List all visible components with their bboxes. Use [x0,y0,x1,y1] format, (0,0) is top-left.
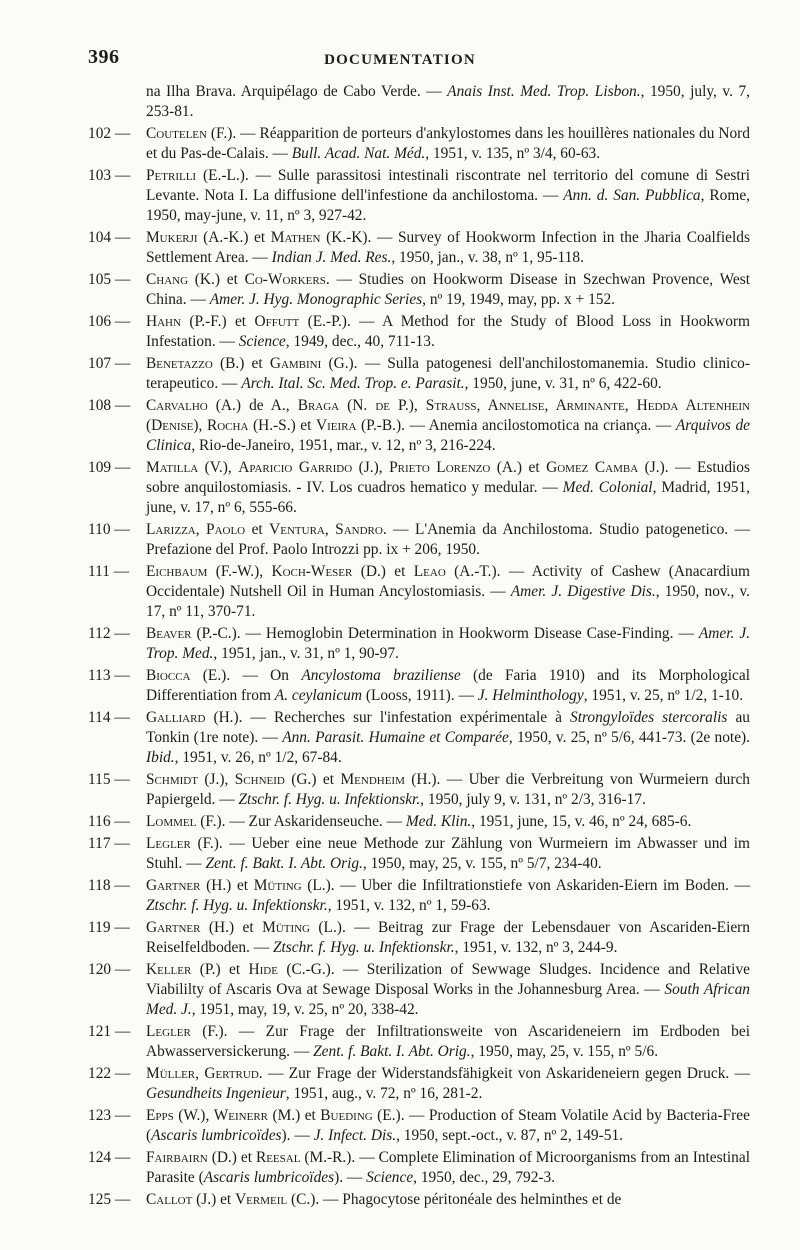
entry-number: 120 — [88,961,131,978]
page-header [0,46,800,76]
entry-text-segment: , Madrid, 1951, june, v. 17, nº 6, 555-66. [146,479,751,516]
entry-text-segment: . — Uber die Infiltrationstiefe von Askariden-Eiern im Boden. — [330,877,750,894]
bibliography-entry [88,812,750,832]
author-name: Matilla (V.) [146,459,228,476]
bibliography-entry [88,666,750,706]
bibliography-entry [88,834,750,874]
entry-number: 115 — [88,771,130,788]
author-name: Coutelen (F.) [146,125,233,142]
entry-number: 118 — [88,877,130,894]
bibliography-entry [88,124,750,164]
entry-text [146,124,750,164]
bibliography-entry [88,960,750,1020]
entry-text-segment: , 1951, may, 19, v. 25, nº 20, 338-42. [191,1001,419,1018]
entry-text-segment: . — Anemia ancilostomotica na criança. — [401,417,676,434]
author-name: Müting (L.) [262,919,342,936]
journal-title: Bull. Acad. Nat. Méd. [291,145,426,162]
entry-text-segment: . — Hemoglobin Determination in Hookworm Disease Case-Finding. — [236,625,699,642]
entry-text-segment: , 1951, jan., v. 31, nº 1, 90-97. [213,645,399,662]
entry-text-segment: . — Sulle parassitosi intestinali riscontrate nel territorio del comune di Sestri Levante. Nota I. La diffusione dell'infestione da anchilostoma. — [146,167,750,204]
entry-text [146,918,750,958]
entry-text [146,562,750,622]
entry-text-segment: . — L'Anemia da Anchilostoma. Studio patogenetico. — Prefazione del Prof. Paolo Introzzi pp. ix + 206, 1950. [146,521,750,558]
author-name: Schmidt (J.) [146,771,225,788]
journal-title: Amer. J. Trop. Med. [146,625,750,662]
entry-text-segment: et [300,1107,321,1124]
entry-text-segment: . — Activity of Cashew (Anacardium Occidentale) Nutshell Oil in Human Ancylostomiasis. — [146,563,750,600]
author-name: Keller (P.) [146,961,221,978]
entry-text-segment: , 1949, dec., 40, 711-13. [285,333,435,350]
bibliography-entry [88,770,750,810]
entry-text [146,270,750,310]
entry-text [146,396,750,456]
entry-text-segment: , 1950, july 9, v. 131, nº 2/3, 316-17. [420,791,646,808]
entry-text-segment: , [259,563,272,580]
journal-title: Arch. Ital. Sc. Med. Trop. e. Parasit. [241,375,465,392]
entry-number: 122 — [88,1065,131,1082]
journal-title: Ancylostoma braziliense [301,667,461,684]
entry-text-segment: , 1950, nov., v. 17, nº 11, 370-71. [146,583,751,620]
entry-text [146,834,750,874]
bibliography-entry [88,562,750,622]
entry-text-segment: . — Réapparition de porteurs d'ankylostomes dans les houillères nationales du Nord et du Pas-de-Calais. — [146,125,751,162]
bibliography-entry [88,708,750,768]
entry-number: 116 — [88,813,130,830]
entry-text [146,82,750,122]
entry-text [146,1106,750,1146]
entry-text [146,960,750,1020]
entry-number: 123 — [88,1107,131,1124]
entry-number: 113 — [88,667,130,684]
journal-title: Ztschr. f. Hyg. u. Infektionskr. [272,939,455,956]
bibliography-entry [88,1022,750,1062]
author-name: Offutt (E.-P.) [254,313,347,330]
author-name: Müting (L.) [253,877,331,894]
entry-text-segment: , 1950, jan., v. 38, nº 1, 95-118. [391,249,584,266]
entry-text-segment: . — Phagocytose péritonéale des helminthes et de [315,1191,622,1208]
author-name: Mendheim (H.) [340,771,437,788]
entry-text-segment: au Tonkin (1re note). — [146,709,751,746]
entry-text-segment: et [316,771,341,788]
journal-title: Science [238,333,286,350]
entry-text [146,520,750,560]
author-name: Mukerji (A.-K.) [146,229,249,246]
bibliography-entry [88,82,750,122]
journal-title: A. ceylanicum [274,687,362,704]
entry-text-segment: . — Zur Frage der Infiltrationsweite von Ascarideneiern im Erdboden bei Abwasserversickerung. — [146,1023,750,1060]
author-name: Epps (W.) [146,1107,206,1124]
entry-text [146,354,750,394]
journal-title: Ann. Parasit. Humaine et Comparée [282,729,509,746]
author-name: Co-Workers [244,271,326,288]
entry-text-segment: , Rio-de-Janeiro, 1951, mar., v. 12, nº 3, 216-224. [191,437,496,454]
journal-title: Gesundheits Ingenieur [146,1085,286,1102]
entry-text-segment: , 1951, v. 132, nº 3, 244-9. [454,939,618,956]
bibliography-entry [88,312,750,352]
entry-text-segment: . — Ueber eine neue Methode zur Zählung von Wurmeiern im Abwasser und im Stuhl. — [146,835,750,872]
bibliography-entry [88,1064,750,1104]
author-name: Carvalho (A.) [146,397,242,414]
entry-text [146,812,750,832]
entry-number: 111 — [88,563,130,580]
entry-text-segment: , 1951, aug., v. 72, nº 16, 281-2. [285,1085,483,1102]
journal-title: J. Infect. Dis. [313,1127,397,1144]
author-name: Biocca (E.) [146,667,227,684]
entry-text-segment: . — Estudios sobre anquilostomiasis. - IV. Los cuadros hematico y medular. — [146,459,750,496]
entry-text-segment: . — A Method for the Study of Blood Loss in Hookworm Infestation. — [146,313,750,350]
entry-number: 112 — [88,625,130,642]
entry-text-segment: ). — [281,1127,314,1144]
entry-text [146,708,750,768]
journal-title: Anais Inst. Med. Trop. Lisbon. [447,83,641,100]
entry-text [146,458,750,518]
journal-title: Ascaris lumbricoïdes [203,1169,335,1186]
entry-text-segment: . — On [226,667,302,684]
bibliography-entry [88,520,750,560]
author-name: Galliard (H.) [146,709,239,726]
entry-text-segment: . — Sulla patogenesi dell'anchilostomanemia. Studio clinico-terapeutico. — [146,355,750,392]
author-name: Lommel (F.) [146,813,222,830]
entry-text-segment: et [522,459,547,476]
journal-title: Med. Colonial [562,479,653,496]
entry-text-segment: , [227,459,239,476]
entry-number: 102 — [88,125,131,142]
journal-title: Strongyloïdes stercoralis [570,709,728,726]
bibliography-entry [88,1190,750,1210]
bibliography-entry [88,354,750,394]
entry-text-segment: na Ilha Brava. Arquipélago de Cabo Verde. — [146,83,448,100]
entry-text-segment: , [205,1107,214,1124]
entry-text-segment: . — Production of Steam Volatile Acid by Bacteria-Free ( [146,1107,750,1144]
author-name: Weinerr (M.) [213,1107,301,1124]
entry-text-segment: , 1950, july, v. 7, 253-81. [146,83,751,120]
author-name: Schneid (G.) [234,771,317,788]
entry-text [146,666,750,706]
entry-text-segment: et [244,355,270,372]
journal-title: Amer. J. Digestive Dis. [510,583,656,600]
entry-text-segment: , 1951, v. 26, nº 1/2, 67-84. [174,749,342,766]
entry-number: 107 — [88,355,131,372]
entry-text-segment: et [295,417,316,434]
author-name: Callot (J.) [146,1191,217,1208]
entry-text-segment: et [385,563,414,580]
entry-text-segment: , 1951, v. 25, nº 1/2, 1-10. [583,687,744,704]
author-name: Mathen (K.-K) [270,229,368,246]
entry-text-segment: et [236,1149,256,1166]
entry-text-segment: et [226,313,255,330]
entry-text-segment: (de Faria 1910) and its Morphological Differentiation from [146,667,750,704]
author-name: Beaver (P.-C.) [146,625,237,642]
author-name: Fairbairn (D.) [146,1149,237,1166]
author-name: Rocha (H.-S.) [206,417,296,434]
entry-text-segment: , 1951, june, 15, v. 46, nº 24, 685-6. [471,813,692,830]
journal-title: Zent. f. Bakt. I. Abt. Orig. [205,855,363,872]
author-name: Prieto Lorenzo (A.) [389,459,523,476]
journal-title: Ascaris lumbricoïdes [151,1127,282,1144]
bibliography-entry [88,1106,750,1146]
entry-text-segment: . — Uber die Verbreitung von Wurmeiern durch Papiergeld. — [146,771,750,808]
entry-text-segment: , 1951, v. 135, nº 3/4, 60-63. [425,145,601,162]
entry-text-segment: , 1950, may, 25, v. 155, nº 5/6. [470,1043,659,1060]
entry-text [146,1148,750,1188]
author-name: Strauss, Annelise, Arminante, Hedda Altenhein (Denise) [146,397,750,434]
entry-text-segment: et [220,961,249,978]
bibliography-entry [88,876,750,916]
entry-text [146,312,750,352]
entry-text [146,624,750,664]
entry-text-segment: , 1950, june, v. 31, nº 6, 422-60. [464,375,662,392]
author-name: Chang (K.) [146,271,220,288]
entry-text-segment: . — Studies on Hookworm Disease in Szechwan Provence, West China. — [146,271,750,308]
entry-number: 104 — [88,229,131,246]
author-name: Gomez Camba (J.) [546,459,665,476]
journal-title: Zent. f. Bakt. I. Abt. Orig. [313,1043,471,1060]
journal-title: J. Helminthology [477,687,584,704]
journal-title: Ann. d. San. Pubblica [563,187,701,204]
entry-text-segment: , [378,459,390,476]
bibliography-entry [88,166,750,226]
author-name: Vermeil (C.) [235,1191,316,1208]
bibliography-entry [88,918,750,958]
journal-title: Science [366,1169,414,1186]
entry-text [146,770,750,810]
entry-text-segment: et [231,877,254,894]
entry-text [146,1064,750,1104]
author-name: Legler (F.) [146,835,219,852]
running-head: DOCUMENTATION [324,52,476,68]
entry-text-segment: , 1950, may, 25, v. 155, nº 5/7, 234-40. [362,855,602,872]
entry-text-segment: . — Recherches sur l'infestation expérimentale à [238,709,571,726]
author-name: Aparicio Garrido (J.) [238,459,379,476]
entry-text [146,166,750,226]
entry-text-segment: , [198,417,207,434]
bibliography-entry [88,624,750,664]
bibliography-entry [88,270,750,310]
entry-text-segment: , [413,397,426,414]
author-name: Benetazzo (B.) [146,355,245,372]
entry-text-segment: , 1950, v. 25, nº 5/6, 441-73. (2e note). [508,729,750,746]
journal-title: Ztschr. f. Hyg. u. Infektionskr. [238,791,421,808]
entry-text [146,228,750,268]
author-name: Petrilli (E.-L.) [146,167,245,184]
entry-text-segment: , [224,771,235,788]
journal-title: Ztschr. f. Hyg. u. Infektionskr. [146,897,328,914]
bibliography-entry [88,458,750,518]
entry-text-segment: et [248,229,271,246]
entry-text-segment: . — Survey of Hookworm Infection in the Jharia Coalfields Settlement Area. — [146,229,750,266]
journal-title: South African Med. J. [146,981,750,1018]
entry-number: 109 — [88,459,131,476]
entry-text-segment: , 1950, dec., 29, 792-3. [413,1169,556,1186]
entry-text-segment: . — Zur Askaridenseuche. — [221,813,406,830]
entry-number: 103 — [88,167,131,184]
author-name: Gartner (H.) [146,877,232,894]
entry-text-segment: . — Complete Elimination of Microorganisms from an Intestinal Parasite ( [146,1149,750,1186]
entry-number: 125 — [88,1191,131,1208]
journal-title: Ibid. [146,749,175,766]
bibliography-list [88,82,750,1212]
entry-text-segment: et [245,521,270,538]
entry-text-segment: et [216,1191,236,1208]
entry-text-segment: . — Sterilization of Sewwage Sludges. Incidence and Relative Viabililty of Ascaris Ova at Sewage Disposal Works in the Johannesburg Area. — [146,961,750,998]
entry-number: 106 — [88,313,131,330]
entry-text-segment: , nº 19, 1949, may, pp. x + 152. [422,291,615,308]
entry-text-segment: ). — [334,1169,367,1186]
entry-text-segment: , Rome, 1950, may-june, v. 11, nº 3, 927-42. [146,187,751,224]
entry-text-segment: de A., [241,397,298,414]
entry-text [146,1022,750,1062]
author-name: Ventura, Sandro [269,521,383,538]
journal-title: Med. Klin. [405,813,472,830]
entry-number: 108 — [88,397,131,414]
author-name: Eichbaum (F.-W.) [146,563,260,580]
bibliography-entry [88,396,750,456]
author-name: Gartner (H.) [146,919,235,936]
author-name: Larizza, Paolo [146,521,246,538]
bibliography-entry [88,228,750,268]
entry-number: 117 — [88,835,130,852]
author-name: Bueding (E.) [320,1107,401,1124]
entry-number: 121 — [88,1023,131,1040]
author-name: Hahn (P.-F.) [146,313,227,330]
entry-text [146,876,750,916]
entry-number: 124 — [88,1149,131,1166]
entry-number: 105 — [88,271,131,288]
author-name: Reesal (M.-R.) [255,1149,352,1166]
author-name: Vieira (P.-B.) [315,417,402,434]
author-name: Müller, Gertrud [146,1065,259,1082]
author-name: Koch-Weser (D.) [271,563,386,580]
entry-number: 110 — [88,521,130,538]
entry-text-segment: . — Beitrag zur Frage der Lebensdauer von Ascariden-Eiern Reiselfeldboden. — [146,919,751,956]
author-name: Braga (N. de P.) [297,397,414,414]
page-number: 396 [88,46,120,68]
entry-text-segment: . — Zur Frage der Widerstandsfähigkeit von Askarideneiern gegen Druck. — [258,1065,750,1082]
entry-number: 114 — [88,709,130,726]
author-name: Gambini (G.) [269,355,354,372]
author-name: Leao (A.-T.) [413,563,497,580]
journal-title: Amer. J. Hyg. Monographic Series [209,291,423,308]
entry-text-segment: , 1950, sept.-oct., v. 87, nº 2, 149-51. [396,1127,623,1144]
entry-text-segment: (Looss, 1911). — [361,687,478,704]
author-name: Hide (C.-G.) [248,961,331,978]
bibliography-entry [88,1148,750,1188]
entry-text-segment: et [234,919,263,936]
entry-number: 119 — [88,919,130,936]
entry-text-segment: , 1951, v. 132, nº 1, 59-63. [327,897,491,914]
author-name: Legler (F.) [146,1023,224,1040]
journal-title: Arquivos de Clinica [146,417,750,454]
journal-title: Indian J. Med. Res. [271,249,392,266]
entry-text-segment: et [220,271,245,288]
entry-text [146,1190,750,1210]
